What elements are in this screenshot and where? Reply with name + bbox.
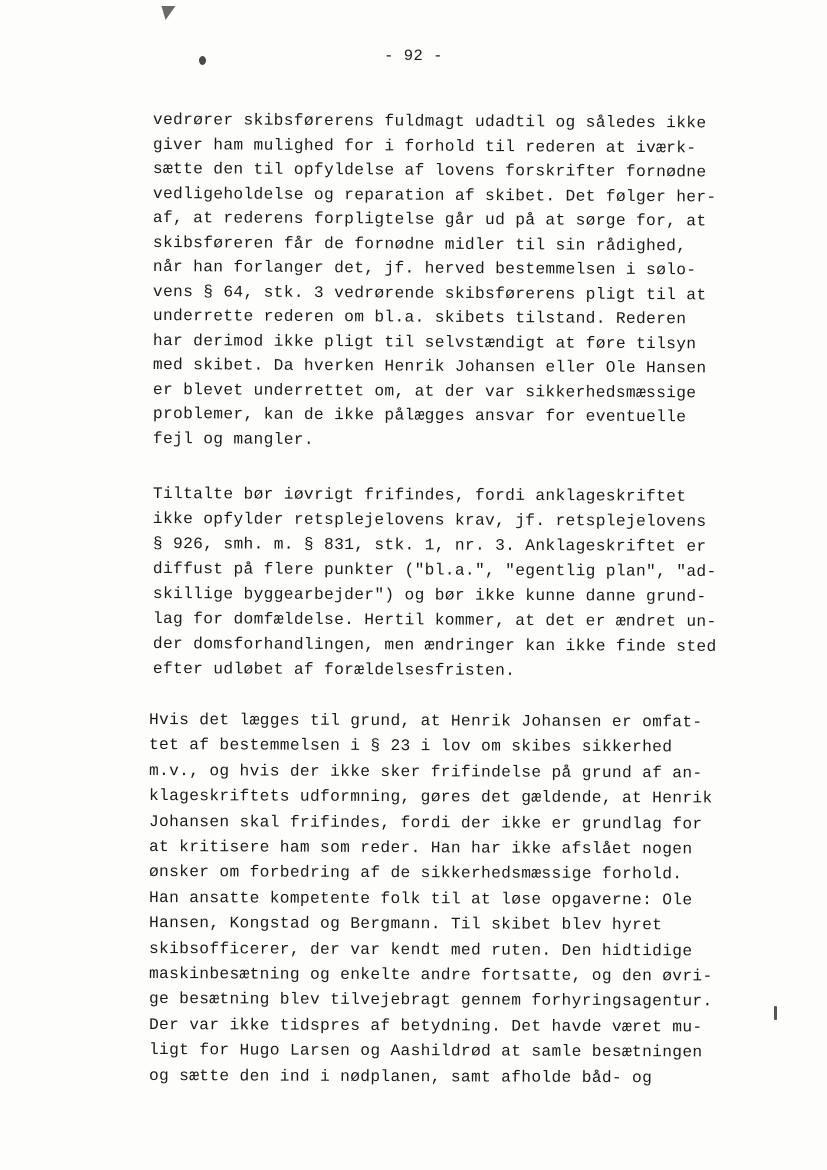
text-line: skillige byggearbejder") og bør ikke kunne danne grund- [152, 585, 707, 606]
text-line: problemer, kan de ikke pålægges ansvar for eventuelle [152, 404, 687, 427]
text-line: ikke opfylder retsplejelovens krav, jf. retsplejelovens [152, 510, 707, 531]
text-line: af, at rederens forpligtelse går ud på at sørge for, at [152, 208, 707, 231]
text-line: Hansen, Kongstad og Bergmann. Til skibet blev hyret [148, 914, 663, 935]
margin-mark [774, 1006, 777, 1020]
text-line: er blevet underrettet om, at der var sikkerhedsmæssige [152, 380, 697, 402]
text-line: Hvis det lægges til grund, at Henrik Johansen er omfat- [148, 711, 703, 732]
text-line: maskinbesætning og enkelte andre fortsatte, og den øvri- [148, 965, 713, 986]
text-line: diffust på flere punkter ("bl.a.", "egentlig plan", "ad- [152, 560, 717, 581]
text-line: m.v., og hvis der ikke sker frifindelse på grund af an- [148, 761, 703, 783]
text-line: § 926, smh. m. § 831, stk. 1, nr. 3. Anklageskriftet er [152, 535, 707, 556]
text-line: Johansen skal frifindes, fordi der ikke er grundlag for [148, 812, 703, 834]
text-line: og sætte den ind i nødplanen, samt afholde båd- og [148, 1066, 653, 1087]
text-line: ligt for Hugo Larsen og Aashildrød at samle besætningen [148, 1041, 703, 1062]
text-line: vedligeholdelse og reparation af skibet. Det følger her- [152, 184, 717, 206]
text-line: efter udløbet af forældelsesfristen. [152, 660, 516, 680]
text-line: tet af bestemmelsen i § 23 i lov om skibes sikkerhed [148, 736, 673, 757]
text-line: underrette rederen om bl.a. skibets tilstand. Rederen [152, 306, 687, 329]
page-number: - 92 - [384, 47, 443, 65]
text-line: lag for domfældelse. Hertil kommer, at det er ændret un- [152, 610, 717, 631]
text-line: fejl og mangler. [152, 429, 315, 449]
text-line: Der var ikke tidspres af betydning. Det havde været mu- [148, 1015, 703, 1037]
text-line: skibsofficerer, der var kendt med ruten. Den hidtidige [148, 939, 693, 960]
text-line: at kritisere ham som reder. Han har ikke afslået nogen [148, 838, 693, 859]
text-line: Tiltalte bør iøvrigt frifindes, fordi anklageskriftet [152, 485, 687, 506]
text-line: skibsføreren får de fornødne midler til sin rådighed, [152, 233, 687, 255]
text-line: når han forlanger det, jf. herved bestemmelsen i sølo- [152, 257, 697, 280]
text-line: der domsforhandlingen, men ændringer kan ikke finde sted [152, 635, 717, 656]
text-line: klageskriftets udformning, gøres det gældende, at Henrik [148, 787, 713, 808]
text-line: sætte den til opfyldelse af lovens forskrifter fornødne [152, 159, 707, 182]
text-line: med skibet. Da hverken Henrik Johansen eller Ole Hansen [152, 355, 707, 378]
text-line: ge besætning blev tilvejebragt gennem forhyringsagentur. [148, 990, 713, 1011]
text-line: ønsker om forbedring af de sikkerhedsmæssige forhold. [148, 863, 683, 884]
text-line: vens § 64, stk. 3 vedrørende skibsførerens pligt til at [152, 282, 707, 304]
text-line: giver ham mulighed for i forhold til rederen at iværk- [152, 135, 697, 157]
text-line: vedrører skibsførerens fuldmagt udadtil og således ikke [152, 110, 707, 133]
text-line: Han ansatte kompetente folk til at løse opgaverne: Ole [148, 888, 693, 910]
scan-corner-mark [159, 6, 176, 20]
text-line: har derimod ikke pligt til selvstændigt at føre tilsyn [152, 331, 697, 353]
